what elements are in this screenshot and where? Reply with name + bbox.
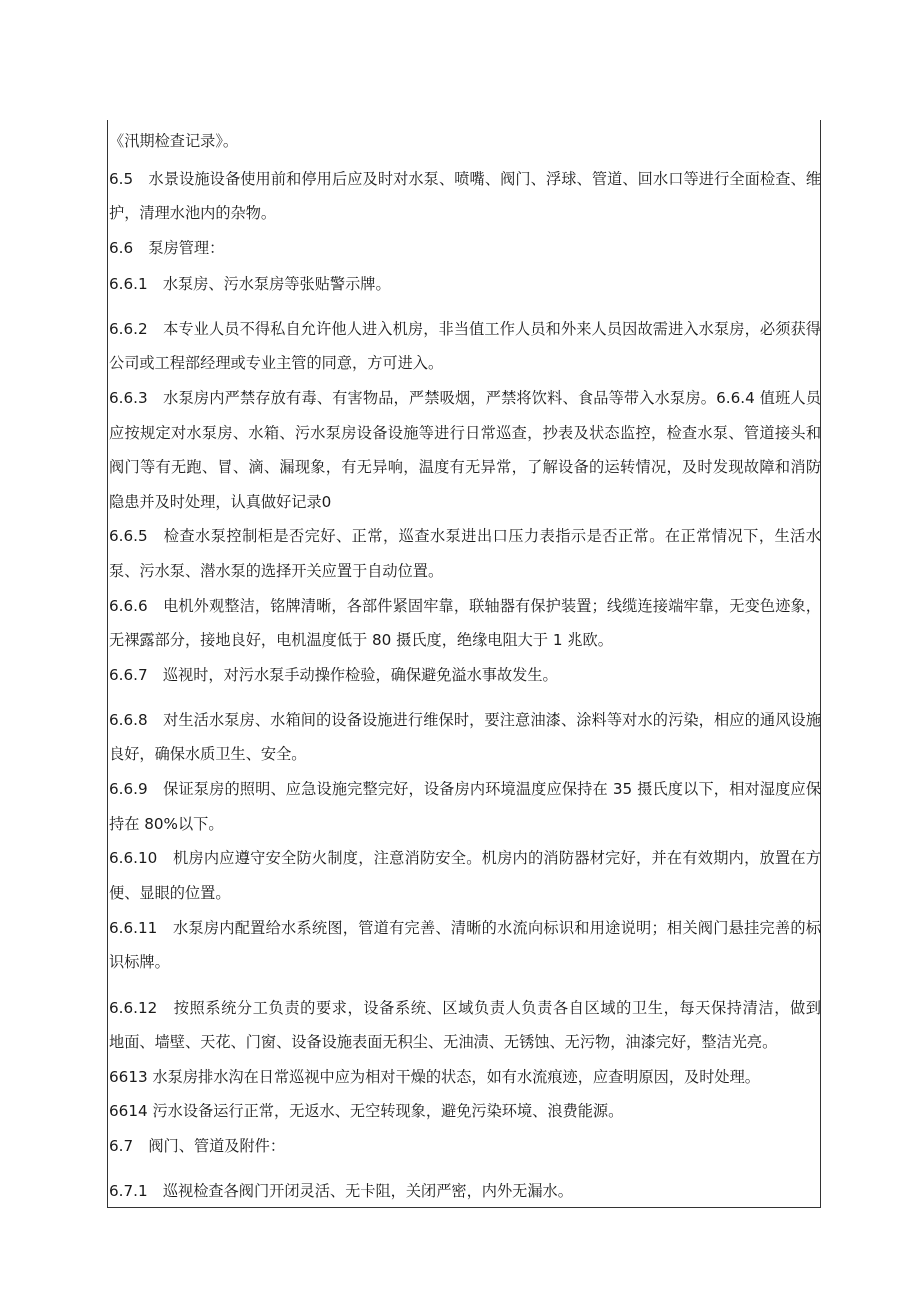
text-line-12: 6.6.5 检查水泵控制柜是否完好、正常，巡查水泵进出口压力表指示是否正常。在正常情况下，生活水 — [109, 527, 821, 545]
text-line-6: 6.6.2 本专业人员不得私自允许他人进入机房，非当值工作人员和外来人员因故需进入水泵房，必须获得 — [109, 320, 821, 338]
text-line-22: 便、显眼的位置。 — [109, 884, 231, 902]
text-line-10: 阀门等有无跑、冒、滴、漏现象，有无异响，温度有无异常，了解设备的运转情况，及时发现故障和消防 — [109, 458, 821, 476]
text-line-29: 6.7 阀门、管道及附件： — [109, 1137, 286, 1155]
text-line-8: 6.6.3 水泵房内严禁存放有毒、有害物品，严禁吸烟，严禁将饮料、食品等带入水泵房。6.6.4 值班人员 — [109, 389, 821, 407]
text-line-4: 6.6 泵房管理： — [109, 239, 225, 257]
text-line-19: 6.6.9 保证泵房的照明、应急设施完整完好，设备房内环境温度应保持在 35 摄氏度以下，相对湿度应保 — [109, 780, 821, 798]
text-line-13: 泵、污水泵、潜水泵的选择开关应置于自动位置。 — [109, 562, 444, 580]
text-line-20: 持在 80%以下。 — [109, 815, 224, 833]
text-line-1: 《汛期检查记录》。 — [109, 132, 239, 150]
text-line-24: 识标牌。 — [109, 953, 170, 971]
text-line-3: 护，清理水池内的杂物。 — [109, 204, 277, 222]
text-line-27: 6613 水泵房排水沟在日常巡视中应为相对干燥的状态，如有水流痕迹，应查明原因，及时处理。 — [109, 1068, 760, 1086]
text-line-26: 地面、墙壁、天花、门窗、设备设施表面无积尘、无油渍、无锈蚀、无污物，油漆完好，整洁光亮。 — [109, 1033, 778, 1051]
text-line-11: 隐患并及时处理，认真做好记录0 — [109, 493, 332, 511]
text-line-7: 公司或工程部经理或专业主管的同意，方可进入。 — [109, 354, 444, 372]
text-line-18: 良好，确保水质卫生、安全。 — [109, 745, 307, 763]
text-line-2: 6.5 水景设施设备使用前和停用后应及时对水泵、喷嘴、阀门、浮球、管道、回水口等进行全面检查、维 — [109, 170, 821, 188]
text-line-15: 无裸露部分，接地良好，电机温度低于 80 摄氏度，绝缘电阻大于 1 兆欧。 — [109, 631, 613, 649]
text-line-28: 6614 污水设备运行正常，无返水、无空转现象，避免污染环境、浪费能源。 — [109, 1102, 624, 1120]
text-line-30: 6.7.1 巡视检查各阀门开闭灵活、无卡阻，关闭严密，内外无漏水。 — [109, 1182, 573, 1200]
text-line-17: 6.6.8 对生活水泵房、水箱间的设备设施进行维保时，要注意油漆、涂料等对水的污染，相应的通风设施 — [109, 711, 821, 729]
text-line-25: 6.6.12 按照系统分工负责的要求，设备系统、区域负责人负责各自区域的卫生，每天保持清洁，做到 — [109, 999, 821, 1017]
text-line-5: 6.6.1 水泵房、污水泵房等张贴警示牌。 — [109, 275, 391, 293]
text-line-21: 6.6.10 机房内应遵守安全防火制度，注意消防安全。机房内的消防器材完好，并在有效期内，放置在方 — [109, 849, 821, 867]
text-line-9: 应按规定对水泵房、水箱、污水泵房设备设施等进行日常巡查，抄表及状态监控，检查水泵、管道接头和 — [109, 424, 821, 442]
text-line-14: 6.6.6 电机外观整洁，铭牌清晰，各部件紧固牢靠，联轴器有保护装置；线缆连接端牢靠，无变色迹象， — [109, 597, 821, 615]
text-line-23: 6.6.11 水泵房内配置给水系统图，管道有完善、清晰的水流向标识和用途说明；相关阀门悬挂完善的标 — [109, 919, 821, 937]
text-line-16: 6.6.7 巡视时，对污水泵手动操作检验，确保避免溢水事故发生。 — [109, 666, 558, 684]
